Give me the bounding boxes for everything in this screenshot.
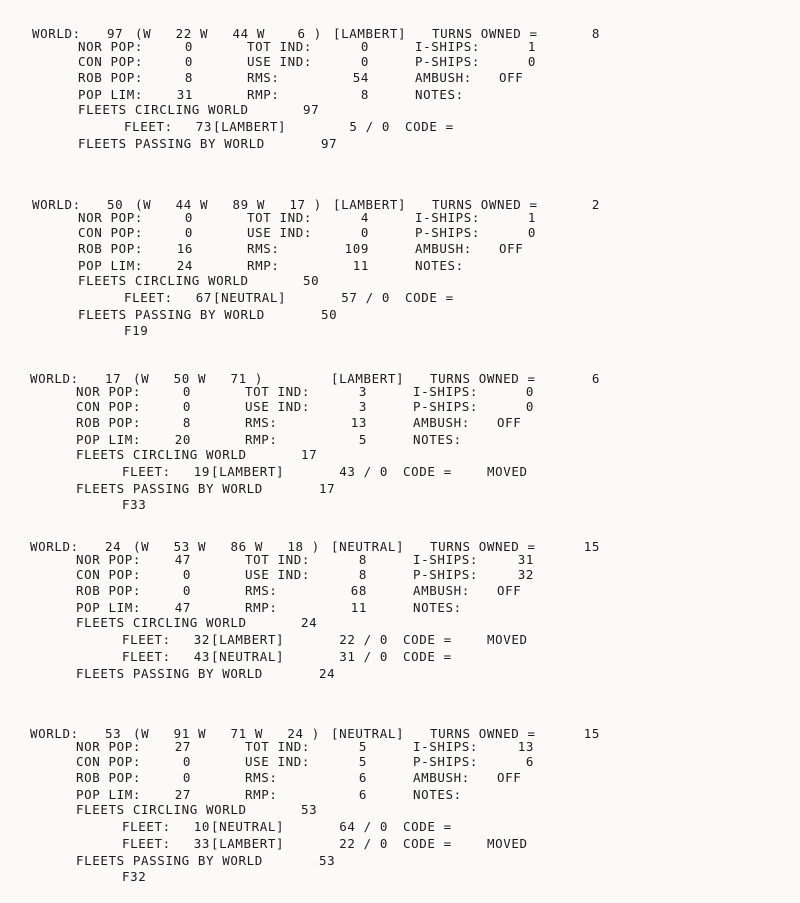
fleet-code-label: CODE = [403, 819, 452, 835]
fleet-owner: [NEUTRAL] [213, 290, 287, 306]
fleet-code-label: CODE = [403, 836, 452, 852]
rmp-label: RMP: [245, 431, 278, 447]
fleet-owner: [LAMBERT] [211, 632, 285, 648]
rob-pop-value: 16 [176, 240, 193, 256]
fleet-code-label: CODE = [403, 464, 452, 480]
world-number: 97 [107, 26, 124, 41]
fleet-owner: [NEUTRAL] [211, 649, 285, 665]
rob-pop-label: ROB POP: [76, 582, 142, 598]
fleet-label: FLEET: [122, 464, 171, 480]
tot-ind-label: TOT IND: [247, 39, 313, 54]
rms-value: 54 [352, 69, 369, 85]
fleets-passing-world: 97 [321, 136, 338, 152]
rms-label: RMS: [247, 240, 280, 256]
con-pop-value: 0 [182, 567, 191, 583]
world-label: WORLD: [30, 371, 79, 386]
tot-ind-value: 0 [360, 39, 369, 54]
notes-label: NOTES: [413, 431, 462, 447]
fleets-circling-world: 53 [301, 802, 318, 818]
ambush-value: OFF [497, 769, 522, 785]
nor-pop-value: 0 [184, 210, 193, 225]
use-ind-label: USE IND: [245, 567, 311, 583]
world-number: 17 [105, 371, 122, 386]
nor-pop-label: NOR POP: [76, 739, 142, 754]
con-pop-value: 0 [184, 225, 193, 241]
fleet-label: FLEET: [122, 836, 171, 852]
use-ind-label: USE IND: [245, 399, 311, 415]
rms-value: 13 [350, 414, 367, 430]
rms-value: 109 [344, 240, 369, 256]
fleet-id: 67 [195, 290, 212, 306]
i-ships-value: 13 [517, 739, 534, 754]
passing-fleet: F19 [124, 322, 149, 338]
turns-owned-value: 15 [583, 539, 600, 554]
ambush-label: AMBUSH: [415, 240, 472, 256]
tot-ind-label: TOT IND: [245, 739, 311, 754]
world-label: WORLD: [32, 197, 81, 212]
ambush-value: OFF [499, 69, 524, 85]
passing-fleet: F33 [122, 496, 147, 512]
pop-lim-label: POP LIM: [76, 431, 142, 447]
i-ships-value: 31 [517, 552, 534, 567]
turns-owned-label: TURNS OWNED = [430, 371, 536, 386]
tot-ind-label: TOT IND: [245, 384, 311, 399]
world-label: WORLD: [30, 539, 79, 554]
use-ind-value: 5 [358, 754, 367, 770]
fleets-circling-label: FLEETS CIRCLING WORLD [78, 102, 249, 118]
turns-owned-value: 6 [591, 371, 600, 386]
con-pop-label: CON POP: [78, 54, 144, 70]
rmp-label: RMP: [247, 257, 280, 273]
fleet-label: FLEET: [122, 649, 171, 665]
tot-ind-label: TOT IND: [245, 552, 311, 567]
p-ships-value: 32 [517, 567, 534, 583]
fleet-label: FLEET: [122, 632, 171, 648]
nor-pop-label: NOR POP: [78, 39, 144, 54]
use-ind-value: 0 [360, 225, 369, 241]
p-ships-value: 0 [527, 225, 536, 241]
passing-fleet: F32 [122, 868, 147, 884]
i-ships-value: 1 [527, 210, 536, 225]
use-ind-value: 0 [360, 54, 369, 70]
fleets-circling-label: FLEETS CIRCLING WORLD [76, 615, 247, 631]
fleets-passing-label: FLEETS PASSING BY WORLD [78, 136, 265, 152]
world-label: WORLD: [32, 26, 81, 41]
fleet-ratio: 57 / 0 [341, 290, 390, 306]
owner-tag: [LAMBERT] [333, 197, 407, 212]
owner-tag: [NEUTRAL] [331, 539, 405, 554]
turns-owned-label: TURNS OWNED = [432, 197, 538, 212]
rob-pop-value: 8 [184, 69, 193, 85]
pop-lim-label: POP LIM: [76, 599, 142, 615]
rmp-label: RMP: [245, 786, 278, 802]
world-number: 50 [107, 197, 124, 212]
use-ind-value: 8 [358, 567, 367, 583]
fleet-code-label: CODE = [405, 119, 454, 135]
p-ships-label: P-SHIPS: [415, 225, 481, 241]
use-ind-label: USE IND: [247, 225, 313, 241]
fleet-owner: [LAMBERT] [213, 119, 287, 135]
rms-value: 6 [358, 769, 367, 785]
rob-pop-label: ROB POP: [78, 240, 144, 256]
ambush-value: OFF [497, 414, 522, 430]
fleets-circling-label: FLEETS CIRCLING WORLD [78, 273, 249, 289]
rmp-label: RMP: [247, 86, 280, 102]
fleet-code-label: CODE = [403, 632, 452, 648]
fleets-passing-label: FLEETS PASSING BY WORLD [78, 307, 265, 323]
world-links: (W 44 W 89 W 17 ) [135, 197, 322, 212]
rob-pop-label: ROB POP: [76, 769, 142, 785]
pop-lim-label: POP LIM: [78, 86, 144, 102]
nor-pop-value: 0 [182, 384, 191, 399]
fleet-id: 73 [195, 119, 212, 135]
fleets-circling-world: 50 [303, 273, 320, 289]
nor-pop-value: 0 [184, 39, 193, 54]
notes-label: NOTES: [415, 257, 464, 273]
i-ships-value: 1 [527, 39, 536, 54]
world-links: (W 91 W 71 W 24 ) [133, 726, 320, 741]
turns-owned-label: TURNS OWNED = [430, 726, 536, 741]
fleets-circling-world: 97 [303, 102, 320, 118]
use-ind-label: USE IND: [247, 54, 313, 70]
fleet-ratio: 31 / 0 [339, 649, 388, 665]
nor-pop-value: 27 [174, 739, 191, 754]
fleet-owner: [NEUTRAL] [211, 819, 285, 835]
fleet-code-value: MOVED [487, 464, 528, 480]
world-links: (W 50 W 71 ) [133, 371, 264, 386]
fleet-ratio: 5 / 0 [349, 119, 390, 135]
p-ships-label: P-SHIPS: [413, 567, 479, 583]
con-pop-label: CON POP: [76, 399, 142, 415]
rms-label: RMS: [245, 414, 278, 430]
ambush-label: AMBUSH: [413, 769, 470, 785]
i-ships-label: I-SHIPS: [413, 552, 479, 567]
i-ships-label: I-SHIPS: [413, 384, 479, 399]
p-ships-label: P-SHIPS: [413, 399, 479, 415]
rms-value: 68 [350, 582, 367, 598]
fleet-id: 33 [193, 836, 210, 852]
fleets-passing-label: FLEETS PASSING BY WORLD [76, 853, 263, 869]
fleet-code-label: CODE = [403, 649, 452, 665]
fleets-passing-world: 53 [319, 853, 336, 869]
notes-label: NOTES: [413, 786, 462, 802]
rob-pop-value: 8 [182, 414, 191, 430]
world-number: 24 [105, 539, 122, 554]
con-pop-value: 0 [184, 54, 193, 70]
fleet-code-label: CODE = [405, 290, 454, 306]
fleet-id: 32 [193, 632, 210, 648]
rms-label: RMS: [247, 69, 280, 85]
rob-pop-value: 0 [182, 769, 191, 785]
con-pop-label: CON POP: [76, 567, 142, 583]
nor-pop-value: 47 [174, 552, 191, 567]
pop-lim-value: 47 [174, 599, 191, 615]
fleet-label: FLEET: [122, 819, 171, 835]
fleet-owner: [LAMBERT] [211, 464, 285, 480]
pop-lim-value: 27 [174, 786, 191, 802]
turns-owned-label: TURNS OWNED = [432, 26, 538, 41]
con-pop-value: 0 [182, 399, 191, 415]
fleets-passing-world: 17 [319, 481, 336, 497]
fleet-id: 19 [193, 464, 210, 480]
fleet-code-value: MOVED [487, 632, 528, 648]
rmp-value: 8 [360, 86, 369, 102]
turns-owned-value: 2 [591, 197, 600, 212]
world-links: (W 22 W 44 W 6 ) [135, 26, 322, 41]
rob-pop-label: ROB POP: [76, 414, 142, 430]
turns-owned-value: 15 [583, 726, 600, 741]
rmp-value: 6 [358, 786, 367, 802]
pop-lim-label: POP LIM: [76, 786, 142, 802]
fleets-circling-label: FLEETS CIRCLING WORLD [76, 802, 247, 818]
rms-label: RMS: [245, 582, 278, 598]
p-ships-label: P-SHIPS: [413, 754, 479, 770]
rmp-value: 11 [350, 599, 367, 615]
pop-lim-value: 31 [176, 86, 193, 102]
ambush-label: AMBUSH: [415, 69, 472, 85]
turns-owned-label: TURNS OWNED = [430, 539, 536, 554]
use-ind-value: 3 [358, 399, 367, 415]
world-label: WORLD: [30, 726, 79, 741]
world-number: 53 [105, 726, 122, 741]
fleets-circling-label: FLEETS CIRCLING WORLD [76, 447, 247, 463]
fleet-ratio: 22 / 0 [339, 632, 388, 648]
tot-ind-value: 4 [360, 210, 369, 225]
fleet-code-value: MOVED [487, 836, 528, 852]
fleets-circling-world: 24 [301, 615, 318, 631]
p-ships-value: 0 [527, 54, 536, 70]
nor-pop-label: NOR POP: [76, 384, 142, 399]
fleet-ratio: 64 / 0 [339, 819, 388, 835]
rob-pop-label: ROB POP: [78, 69, 144, 85]
turns-owned-value: 8 [591, 26, 600, 41]
tot-ind-value: 8 [358, 552, 367, 567]
ambush-value: OFF [497, 582, 522, 598]
pop-lim-label: POP LIM: [78, 257, 144, 273]
fleet-owner: [LAMBERT] [211, 836, 285, 852]
notes-label: NOTES: [415, 86, 464, 102]
ambush-label: AMBUSH: [413, 582, 470, 598]
nor-pop-label: NOR POP: [78, 210, 144, 225]
tot-ind-value: 5 [358, 739, 367, 754]
notes-label: NOTES: [413, 599, 462, 615]
use-ind-label: USE IND: [245, 754, 311, 770]
con-pop-label: CON POP: [78, 225, 144, 241]
fleets-passing-world: 50 [321, 307, 338, 323]
world-links: (W 53 W 86 W 18 ) [133, 539, 320, 554]
rmp-value: 11 [352, 257, 369, 273]
owner-tag: [NEUTRAL] [331, 726, 405, 741]
i-ships-label: I-SHIPS: [413, 739, 479, 754]
rmp-label: RMP: [245, 599, 278, 615]
pop-lim-value: 24 [176, 257, 193, 273]
con-pop-label: CON POP: [76, 754, 142, 770]
tot-ind-label: TOT IND: [247, 210, 313, 225]
fleet-ratio: 43 / 0 [339, 464, 388, 480]
pop-lim-value: 20 [174, 431, 191, 447]
fleet-label: FLEET: [124, 119, 173, 135]
i-ships-label: I-SHIPS: [415, 39, 481, 54]
owner-tag: [LAMBERT] [331, 371, 405, 386]
fleets-passing-world: 24 [319, 666, 336, 682]
fleets-passing-label: FLEETS PASSING BY WORLD [76, 481, 263, 497]
fleets-passing-label: FLEETS PASSING BY WORLD [76, 666, 263, 682]
fleet-id: 43 [193, 649, 210, 665]
tot-ind-value: 3 [358, 384, 367, 399]
fleet-label: FLEET: [124, 290, 173, 306]
owner-tag: [LAMBERT] [333, 26, 407, 41]
fleet-ratio: 22 / 0 [339, 836, 388, 852]
rms-label: RMS: [245, 769, 278, 785]
rmp-value: 5 [358, 431, 367, 447]
ambush-label: AMBUSH: [413, 414, 470, 430]
rob-pop-value: 0 [182, 582, 191, 598]
p-ships-value: 0 [525, 399, 534, 415]
fleet-id: 10 [193, 819, 210, 835]
nor-pop-label: NOR POP: [76, 552, 142, 567]
fleets-circling-world: 17 [301, 447, 318, 463]
i-ships-value: 0 [525, 384, 534, 399]
con-pop-value: 0 [182, 754, 191, 770]
ambush-value: OFF [499, 240, 524, 256]
p-ships-value: 6 [525, 754, 534, 770]
i-ships-label: I-SHIPS: [415, 210, 481, 225]
p-ships-label: P-SHIPS: [415, 54, 481, 70]
